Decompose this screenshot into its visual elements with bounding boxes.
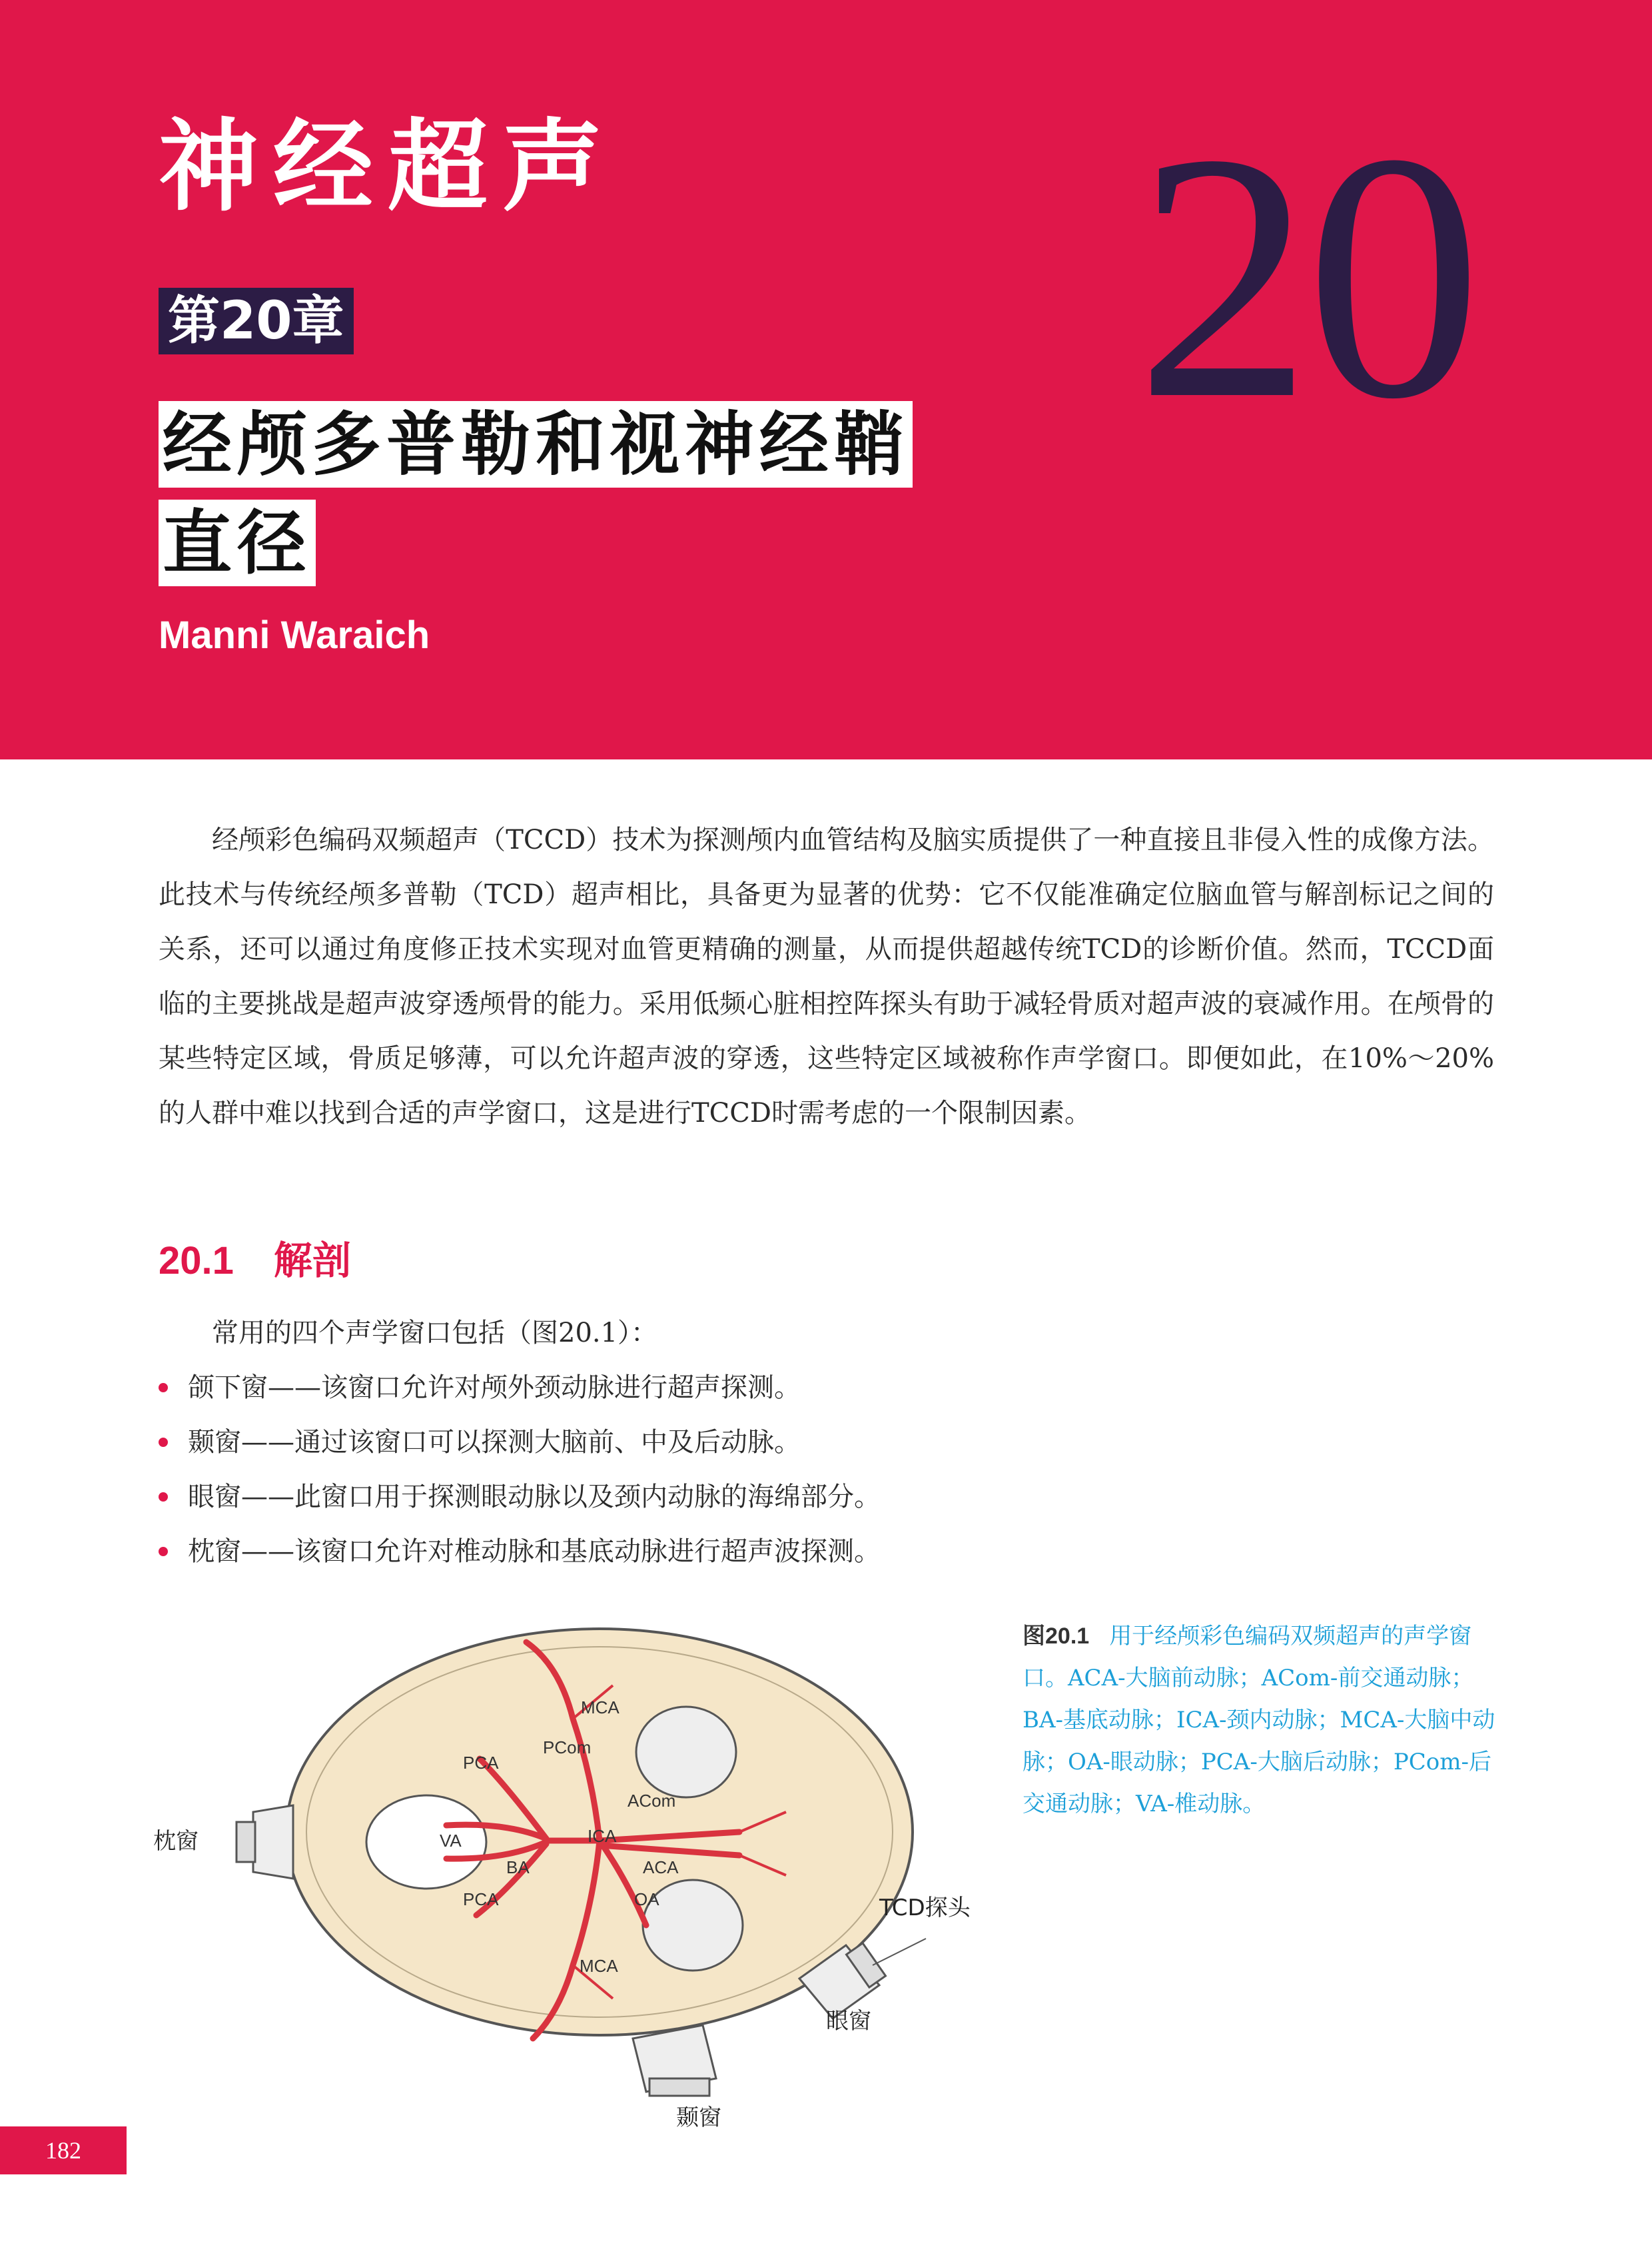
figure-caption-label: 图20.1 (1023, 1623, 1090, 1649)
subsection-heading (159, 1229, 351, 1285)
list-item-text: 枕窗——该窗口允许对椎动脉和基底动脉进行超声波探测。 (188, 1536, 881, 1567)
bullet-icon (159, 1383, 168, 1392)
probe-occipital (236, 1805, 293, 1879)
label-ba: BA (506, 1857, 530, 1877)
figure-caption-text: 用于经颅彩色编码双频超声的声学窗口。ACA-大脑前动脉；ACom-前交通动脉；BA-基底动脉；ICA-颈内动脉；MCA-大脑中动脉；OA-眼动脉；PCA-大脑后动脉；PCom-后交通动脉；VA-椎动脉。 (1023, 1623, 1495, 1817)
label-mca-top: MCA (581, 1697, 620, 1717)
section-title: 神经超声 (159, 108, 618, 225)
label-acom: ACom (627, 1791, 676, 1811)
windows-intro: 常用的四个声学窗口包括（图20.1）： (212, 1318, 658, 1348)
label-orbital-window: 眼窗 (826, 2008, 871, 2034)
probe-leader-line (873, 1939, 926, 1965)
label-temporal-window: 颞窗 (676, 2104, 721, 2131)
subsection-title: 解剖 (273, 1239, 351, 1282)
label-pca-top: PCA (463, 1753, 499, 1773)
label-pca-bottom: PCA (463, 1889, 499, 1909)
list-item (159, 1415, 881, 1470)
label-va: VA (440, 1831, 462, 1851)
chapter-title-line-2: 直径 (159, 500, 316, 586)
list-item-text: 眼窗——此窗口用于探测眼动脉以及颈内动脉的海绵部分。 (188, 1482, 881, 1512)
bullet-icon (159, 1547, 168, 1556)
windows-list (159, 1360, 881, 1579)
list-item (159, 1524, 881, 1579)
probe-temporal (633, 2025, 716, 2096)
chapter-title (159, 401, 913, 598)
chapter-title-line-1: 经颅多普勒和视神经鞘 (159, 401, 913, 488)
orbit-upper (636, 1707, 736, 1797)
subsection-number: 20.1 (159, 1239, 234, 1282)
page-number: 182 (0, 2126, 127, 2174)
label-ica: ICA (588, 1826, 617, 1846)
label-occipital-window: 枕窗 (153, 1828, 199, 1855)
label-oa: OA (634, 1889, 659, 1909)
list-item-text: 颌下窗——该窗口允许对颅外颈动脉进行超声探测。 (188, 1372, 801, 1403)
chapter-header (0, 0, 1652, 759)
label-pcom: PCom (543, 1737, 592, 1757)
label-aca: ACA (643, 1857, 679, 1877)
intro-paragraph: 经颅彩色编码双频超声（TCCD）技术为探测颅内血管结构及脑实质提供了一种直接且非侵入性的成像方法。此技术与传统经颅多普勒（TCD）超声相比，具备更为显著的优势：它不仅能准确定位脑血管与解剖标记之间的关系，还可以通过角度修正技术实现对血管更精确的测量，从而提供超越传统TCD的诊断价值。然而，TCCD面临的主要挑战是超声波穿透颅骨的能力。采用低频心脏相控阵探头有助于减轻骨质对超声波的衰减作用。在颅骨的某些特定区域，骨质足够薄，可以允许超声波的穿透，这些特定区域被称作声学窗口。即便如此，在10%～20%的人群中难以找到合适的声学窗口，这是进行TCCD时需考虑的一个限制因素。 (159, 825, 1494, 1128)
bullet-icon (159, 1492, 168, 1502)
list-item (159, 1470, 881, 1524)
skull-diagram (133, 1612, 1013, 2132)
list-item-text: 颞窗——通过该窗口可以探测大脑前、中及后动脉。 (188, 1427, 801, 1458)
figure-caption (1023, 1615, 1502, 1825)
label-mca-bottom: MCA (580, 1956, 618, 1976)
label-tcd-probe: TCD探头 (879, 1895, 971, 1921)
bullet-icon (159, 1438, 168, 1447)
author-name: Manni Waraich (159, 614, 430, 657)
chapter-label: 第20章 (159, 288, 354, 354)
list-item (159, 1360, 881, 1415)
foramen-magnum (366, 1795, 486, 1889)
figure-skull-diagram (133, 1612, 1013, 2132)
chapter-number: 20 (1136, 81, 1475, 472)
